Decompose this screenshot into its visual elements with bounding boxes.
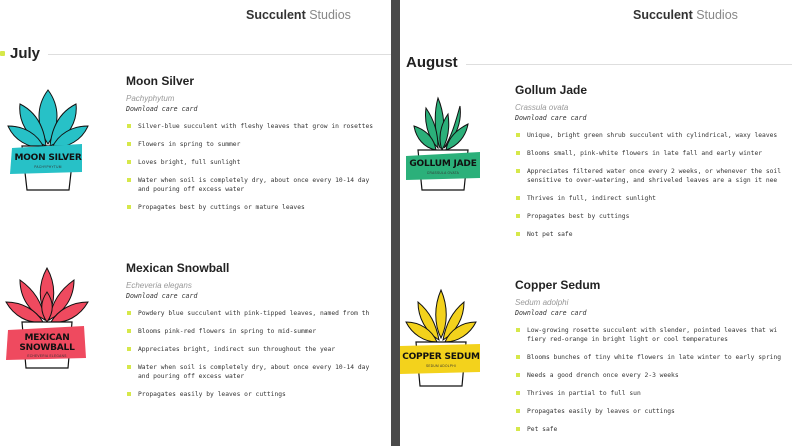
list-item: Loves bright, full sunlight — [126, 158, 373, 167]
month-heading: July — [10, 45, 41, 62]
plant-latin-name: Pachyphytum — [126, 94, 175, 103]
list-item: Thrives in partial to full sun — [515, 389, 781, 398]
list-item: Pet safe — [515, 425, 781, 434]
mexican-snowball-illustration — [4, 262, 90, 372]
month-marker — [0, 51, 5, 56]
copper-sedum-illustration — [400, 286, 482, 388]
list-item: Blooms small, pink-white flowers in late fall and early winter — [515, 149, 781, 158]
copper-sedum-label: COPPER SEDUM — [402, 352, 480, 362]
plant-title: Gollum Jade — [515, 83, 588, 97]
download-care-card-link[interactable]: Download care card — [515, 309, 587, 317]
mexican-snowball-label-line1: MEXICAN — [24, 333, 70, 343]
list-item: Propagates best by cuttings or mature leaves — [126, 203, 373, 212]
gollum-jade-illustration — [404, 92, 482, 192]
list-item: Powdery blue succulent with pink-tipped leaves, named from th — [126, 309, 369, 318]
care-list — [126, 309, 369, 399]
card-moon-silver — [126, 74, 373, 221]
list-item: Not pet safe — [515, 230, 781, 239]
list-item: Blooms bunches of tiny white flowers in late winter to early spring — [515, 353, 781, 362]
brand-title — [633, 8, 738, 22]
moon-silver-sublabel: PACHYPHYTUM — [34, 165, 62, 169]
list-item: Unique, bright green shrub succulent with cylindrical, waxy leaves — [515, 131, 781, 140]
list-item-continued: and pouring off excess water — [138, 373, 245, 380]
card-copper-sedum — [515, 278, 781, 443]
plant-title: Mexican Snowball — [126, 261, 230, 275]
list-item-continued: and pouring off excess water — [138, 186, 245, 193]
list-item: Propagates easily by leaves or cuttings — [126, 390, 369, 399]
list-item: Needs a good drench once every 2-3 weeks — [515, 371, 781, 380]
moon-silver-label: MOON SILVER — [14, 153, 82, 163]
copper-sedum-sublabel: SEDUM ADOLPHI — [425, 364, 457, 368]
list-item-continued: sensitive to over-watering, and shriveled leaves are a sign it nee — [527, 177, 778, 184]
plant-latin-name: Crassula ovata — [515, 103, 569, 112]
list-item: Low-growing rosette succulent with slender, pointed leaves that wi — [515, 326, 781, 335]
list-item: Appreciates filtered water once every 2 weeks, or whenever the soil — [515, 167, 781, 176]
gollum-jade-sublabel: CRASSULA OVATA — [426, 171, 460, 175]
plant-title: Copper Sedum — [515, 278, 601, 292]
list-item: Blooms pink-red flowers in spring to mid-summer — [126, 327, 369, 336]
plant-title: Moon Silver — [126, 74, 195, 88]
gollum-jade-label: GOLLUM JADE — [409, 159, 477, 169]
list-item: Silver-blue succulent with fleshy leaves that grow in rosettes — [126, 122, 373, 131]
brand-light: Studios — [692, 8, 738, 22]
list-item: Propagates easily by leaves or cuttings — [515, 407, 781, 416]
download-care-card-link[interactable]: Download care card — [126, 292, 198, 300]
list-item: Propagates best by cuttings — [515, 212, 781, 221]
plant-latin-name: Sedum adolphi — [515, 298, 569, 307]
plant-latin-name: Echeveria elegans — [126, 281, 192, 290]
list-item: Appreciates bright, indirect sun throughout the year — [126, 345, 369, 354]
month-divider — [466, 64, 792, 65]
list-item-continued: fiery red-orange in bright light or cool temperatures — [527, 336, 728, 343]
card-gollum-jade — [515, 83, 781, 248]
care-list — [515, 131, 781, 239]
brand-light: Studios — [305, 8, 351, 22]
list-item: Water when soil is completely dry, about once every 10-14 day — [126, 363, 369, 372]
brand-bold: Succulent — [246, 8, 306, 22]
brand-title — [246, 8, 351, 22]
download-care-card-link[interactable]: Download care card — [126, 105, 198, 113]
brand-bold: Succulent — [633, 8, 693, 22]
mexican-snowball-sublabel: ECHEVERIA ELEGANS — [27, 354, 67, 358]
page-august — [400, 0, 792, 446]
month-heading: August — [406, 54, 458, 71]
list-item: Water when soil is completely dry, about once every 10-14 day — [126, 176, 373, 185]
card-mexican-snowball — [126, 261, 369, 408]
moon-silver-illustration — [6, 86, 90, 196]
care-list — [515, 326, 781, 434]
care-list — [126, 122, 373, 212]
page-july — [0, 0, 391, 446]
list-item: Thrives in full, indirect sunlight — [515, 194, 781, 203]
mexican-snowball-label-line2: SNOWBALL — [19, 343, 75, 353]
month-divider — [48, 54, 391, 55]
download-care-card-link[interactable]: Download care card — [515, 114, 587, 122]
list-item: Flowers in spring to summer — [126, 140, 373, 149]
